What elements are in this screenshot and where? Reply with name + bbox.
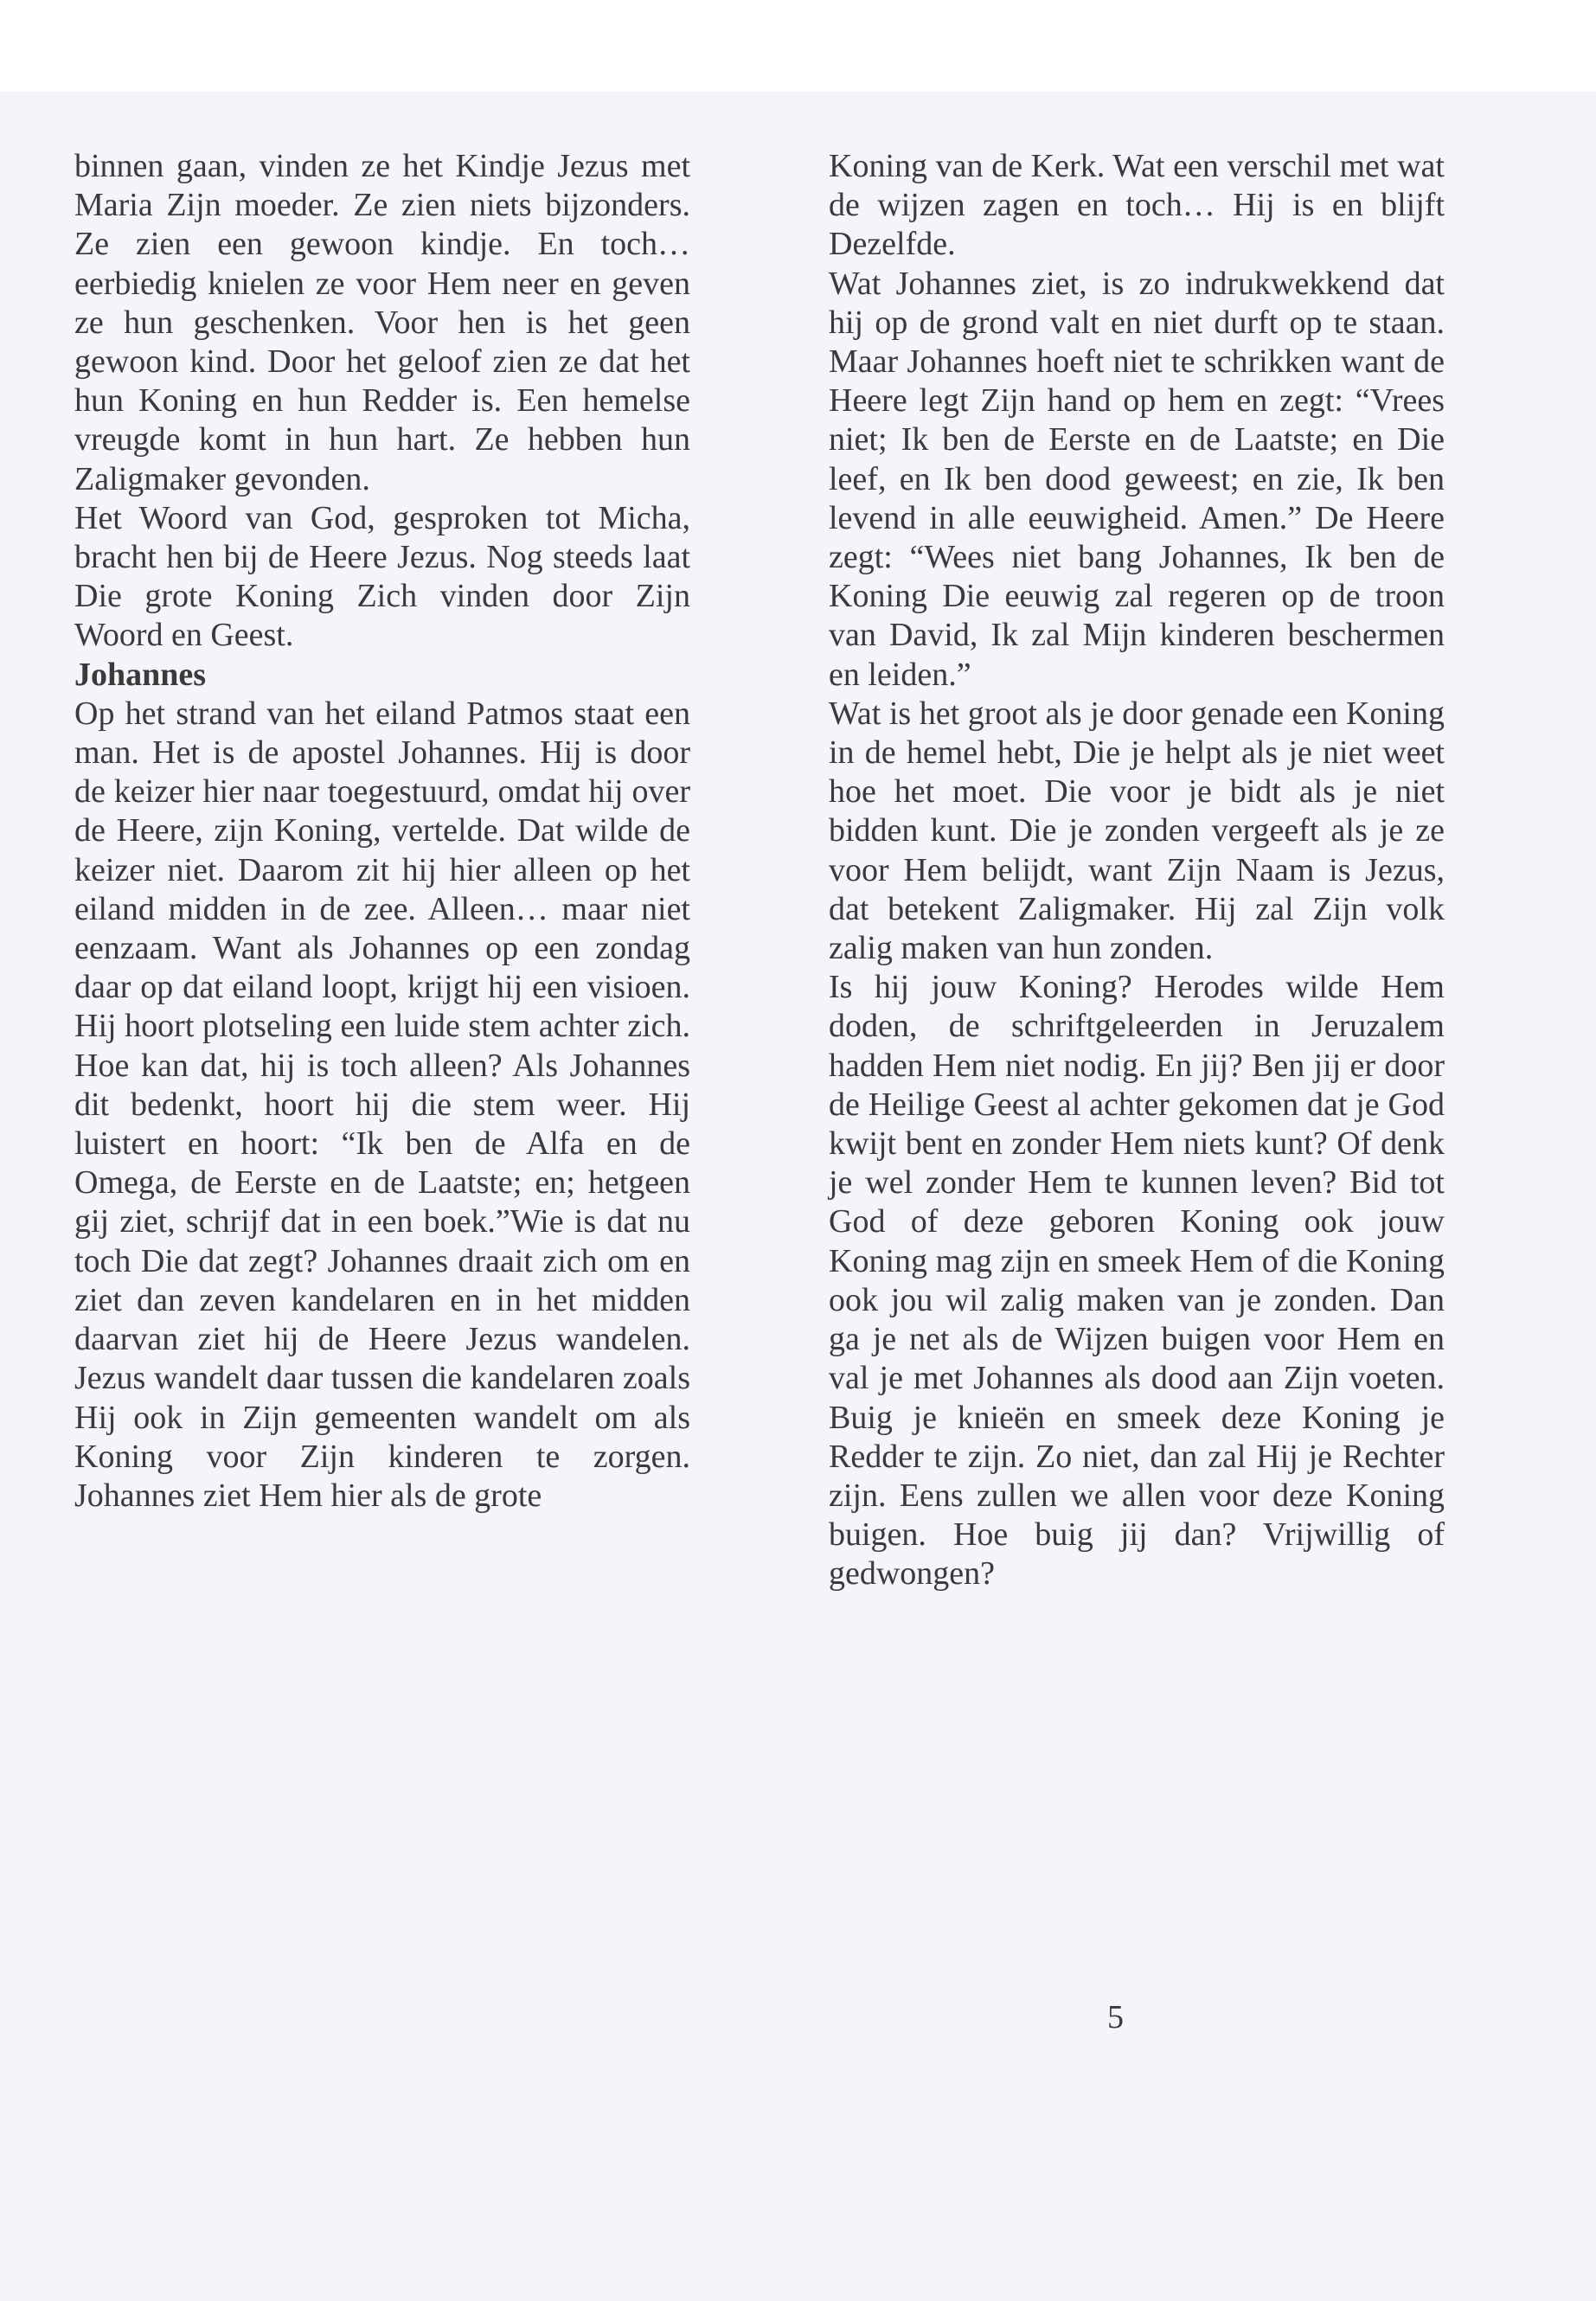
right-paragraph-2: Wat Johannes ziet, is zo indrukwekkend dat hij op de grond valt en niet durft op te staan. Maar Johannes hoeft niet te schrikken want de Heere legt Zijn hand op hem en zegt: “Vrees niet; Ik ben de Eerste en de Laatste; en Die leef, en Ik ben dood geweest; en zie, Ik ben levend in alle eeuwigheid. Amen.” De Heere zegt: “Wees niet bang Johannes, Ik ben de Koning Die eeuwig zal regeren op de troon van David, Ik zal Mijn kinderen beschermen en leiden.” [829, 265, 1445, 693]
page-number: 5 [1107, 1999, 1124, 2035]
left-paragraph-1: binnen gaan, vinden ze het Kindje Jezus met Maria Zijn moeder. Ze zien niets bijzonders. Ze zien een gewoon kindje. En toch… eerbiedig knielen ze voor Hem neer en geven ze hun geschenken. Voor hen is het geen gewoon kind. Door het geloof zien ze dat het hun Koning en hun Redder is. Een hemelse vreugde komt in hun hart. Ze hebben hun Zaligmaker gevonden. [74, 148, 690, 497]
left-column [74, 147, 690, 1516]
left-paragraph-3: Op het strand van het eiland Patmos staat een man. Het is de apostel Johannes. Hij is door de keizer hier naar toegestuurd, omdat hij over de Heere, zijn Koning, vertelde. Dat wilde de keizer niet. Daarom zit hij hier alleen op het eiland midden in de zee. Alleen… maar niet eenzaam. Want als Johannes op een zondag daar op dat eiland loopt, krijgt hij een visioen. Hij hoort plotseling een luide stem achter zich. Hoe kan dat, hij is toch alleen? Als Johannes dit bedenkt, hoort hij die stem weer. Hij luistert en hoort: “Ik ben de Alfa en de Omega, de Eerste en de Laatste; en; hetgeen gij ziet, schrijf dat in een boek.”Wie is dat nu toch Die dat zegt? Johannes draait zich om en ziet dan zeven kandelaren en in het midden daarvan ziet hij de Heere Jezus wandelen. Jezus wandelt daar tussen die kandelaren zoals Hij ook in Zijn gemeenten wandelt om als Koning voor Zijn kinderen te zorgen. Johannes ziet Hem hier als de grote [74, 695, 690, 1514]
right-paragraph-3: Wat is het groot als je door genade een Koning in de hemel hebt, Die je helpt als je niet weet hoe het moet. Die voor je bidt als je niet bidden kunt. Die je zonden vergeeft als je ze voor Hem belijdt, want Zijn Naam is Jezus, dat betekent Zaligmaker. Hij zal Zijn volk zalig maken van hun zonden. [829, 695, 1445, 967]
section-heading-johannes: Johannes [74, 656, 207, 693]
right-column [829, 147, 1445, 1594]
right-paragraph-4: Is hij jouw Koning? Herodes wilde Hem doden, de schriftgeleerden in Jeruzalem hadden Hem niet nodig. En jij? Ben jij er door de Heilige Geest al achter gekomen dat je God kwijt bent en zonder Hem niets kunt? Of denk je wel zonder Hem te kunnen leven? Bid tot God of deze geboren Koning ook jouw Koning mag zijn en smeek Hem of die Koning ook jou wil zalig maken van je zonden. Dan ga je net als de Wijzen buigen voor Hem en val je met Johannes als dood aan Zijn voeten. Buig je knieën en smeek deze Koning je Redder te zijn. Zo niet, dan zal Hij je Rechter zijn. Eens zullen we allen voor deze Koning buigen. Hoe buig jij dan? Vrijwillig of gedwongen? [829, 969, 1445, 1593]
right-paragraph-1: Koning van de Kerk. Wat een verschil met wat de wijzen zagen en toch… Hij is en blijft Dezelfde. [829, 148, 1445, 263]
left-paragraph-2: Het Woord van God, gesproken tot Micha, bracht hen bij de Heere Jezus. Nog steeds laat Die grote Koning Zich vinden door Zijn Woord en Geest. [74, 499, 690, 654]
